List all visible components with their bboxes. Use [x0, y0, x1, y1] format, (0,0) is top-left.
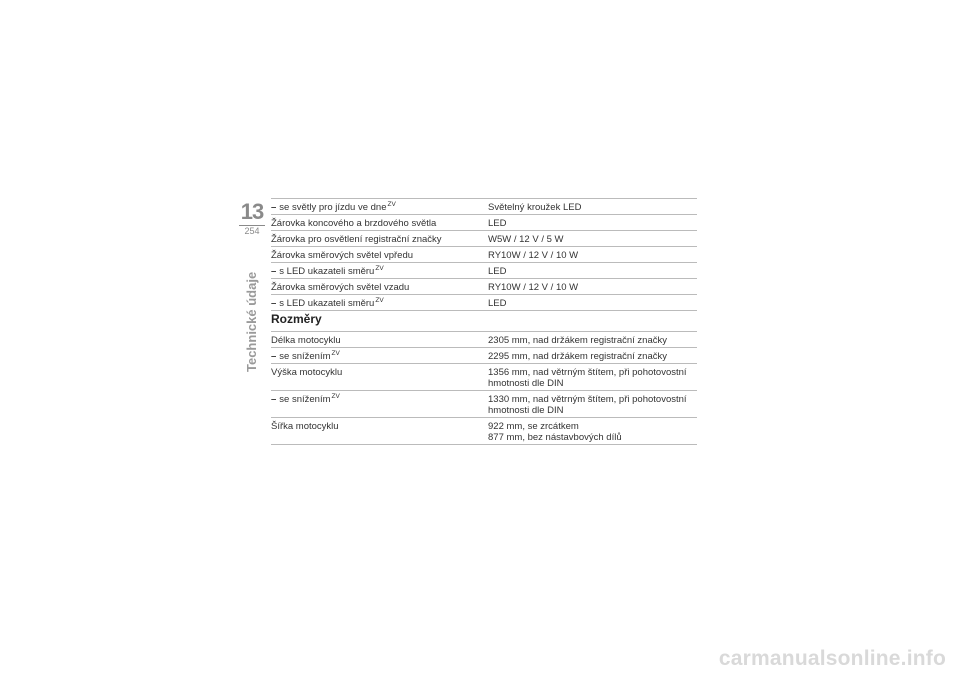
optional-equipment-marker: ZV — [375, 265, 384, 272]
spec-value: RY10W / 12 V / 10 W — [488, 250, 579, 261]
spec-value-cell — [488, 418, 697, 445]
spec-label-cell — [271, 215, 488, 231]
spec-label-cell — [271, 391, 488, 418]
optional-equipment-marker: ZV — [331, 393, 340, 400]
dash-marker: – — [271, 298, 277, 309]
spec-value-cell — [488, 279, 697, 295]
spec-value-cell — [488, 295, 697, 311]
spec-label-cell — [271, 199, 488, 215]
spec-value-line: 2305 mm, nad držákem registrační značky — [488, 335, 667, 346]
optional-equipment-marker: ZV — [375, 297, 384, 304]
spec-label-cell — [271, 263, 488, 279]
table-row — [271, 215, 697, 231]
spec-label-cell — [271, 279, 488, 295]
spec-label: se snížením — [279, 351, 331, 362]
spec-label: s LED ukazateli směru — [279, 266, 375, 277]
spec-value: Světelný kroužek LED — [488, 202, 582, 213]
spec-value-cell — [488, 247, 697, 263]
spec-value: LED — [488, 266, 507, 277]
table-row — [271, 391, 697, 418]
table-row — [271, 279, 697, 295]
spec-label: Žárovka koncového a brzdového světla — [271, 218, 437, 229]
spec-label-cell — [271, 247, 488, 263]
spec-label: se světly pro jízdu ve dne — [279, 202, 387, 213]
spec-label: Výška motocyklu — [271, 367, 343, 378]
spec-label-cell — [271, 231, 488, 247]
spec-value-cell — [488, 348, 697, 364]
table-row — [271, 348, 697, 364]
spec-value-cell — [488, 391, 697, 418]
watermark: carmanualsonline.info — [718, 647, 946, 670]
spec-label: Žárovka směrových světel vzadu — [271, 282, 410, 293]
chapter-title: Technické údaje — [244, 271, 259, 372]
spec-value-cell — [488, 364, 697, 391]
lights-table — [271, 198, 697, 311]
table-row — [271, 364, 697, 391]
section-heading: Rozměry — [271, 312, 322, 326]
dash-marker: – — [271, 351, 277, 362]
spec-label-cell — [271, 332, 488, 348]
spec-label-cell — [271, 348, 488, 364]
table-row — [271, 263, 697, 279]
spec-value-cell — [488, 199, 697, 215]
spec-value: W5W / 12 V / 5 W — [488, 234, 564, 245]
spec-label: Délka motocyklu — [271, 335, 341, 346]
table-row — [271, 418, 697, 445]
spec-value-line: 1356 mm, nad větrným štítem, při pohotovostní — [488, 367, 687, 378]
table-row — [271, 332, 697, 348]
spec-label: s LED ukazateli směru — [279, 298, 375, 309]
dash-marker: – — [271, 394, 277, 405]
dimensions-table — [271, 331, 697, 445]
spec-value-line: hmotnosti dle DIN — [488, 378, 564, 389]
spec-label: Žárovka směrových světel vpředu — [271, 250, 414, 261]
spec-label-cell — [271, 418, 488, 445]
spec-value-cell — [488, 215, 697, 231]
spec-label: se snížením — [279, 394, 331, 405]
table-row — [271, 231, 697, 247]
spec-value-line: hmotnosti dle DIN — [488, 405, 564, 416]
table-row — [271, 247, 697, 263]
chapter-marker — [239, 199, 265, 237]
spec-label: Žárovka pro osvětlení registrační značky — [271, 234, 442, 245]
dash-marker: – — [271, 266, 277, 277]
optional-equipment-marker: ZV — [331, 350, 340, 357]
spec-value-cell — [488, 263, 697, 279]
table-row — [271, 295, 697, 311]
page-number: 254 — [239, 225, 265, 237]
spec-label-cell — [271, 295, 488, 311]
spec-value: RY10W / 12 V / 10 W — [488, 282, 579, 293]
spec-value-line: 922 mm, se zrcátkem — [488, 421, 579, 432]
spec-value: LED — [488, 218, 507, 229]
optional-equipment-marker: ZV — [387, 201, 396, 208]
spec-label: Šířka motocyklu — [271, 421, 339, 432]
spec-value-line: 877 mm, bez nástavbových dílů — [488, 432, 622, 443]
spec-value: LED — [488, 298, 507, 309]
spec-label-cell — [271, 364, 488, 391]
dash-marker: – — [271, 202, 277, 213]
table-row — [271, 199, 697, 215]
chapter-number: 13 — [240, 199, 264, 224]
spec-value-line: 2295 mm, nad držákem registrační značky — [488, 351, 667, 362]
spec-value-line: 1330 mm, nad větrným štítem, při pohotovostní — [488, 394, 687, 405]
spec-value-cell — [488, 332, 697, 348]
spec-value-cell — [488, 231, 697, 247]
